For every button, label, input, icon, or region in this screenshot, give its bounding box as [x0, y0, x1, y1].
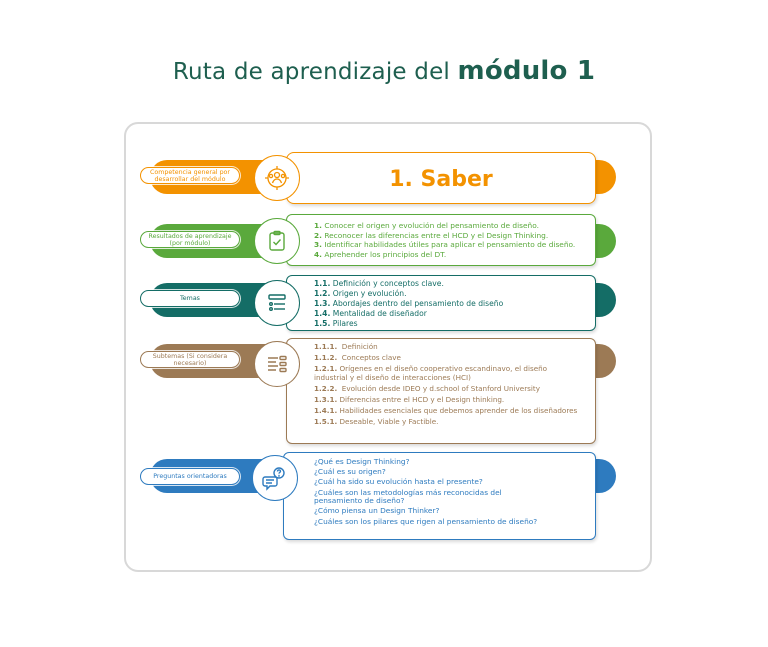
label-subtemas: Subtemas (Si considera necesario) [140, 351, 240, 368]
label-competencia: Competencia general por desarrollar del módulo [140, 167, 240, 184]
heading-saber: 1. Saber [389, 167, 493, 192]
list-resultados [314, 221, 575, 259]
box-subtemas [286, 338, 596, 444]
speech-question-icon [252, 455, 298, 501]
list-item: 1.2. Origen y evolución. [314, 289, 407, 298]
list-item: ¿Cuál es su origen? [314, 467, 386, 477]
list-item: ¿Cuál ha sido su evolución hasta el presente? [314, 477, 483, 487]
box-temas [286, 275, 596, 331]
list-item: 1. Conocer el origen y evolución del pensamiento de diseño. [314, 221, 539, 230]
title-prefix: Ruta de aprendizaje del [172, 59, 451, 85]
list-item: 1.3. Abordajes dentro del pensamiento de diseño [314, 299, 504, 308]
list-item: ¿Cómo piensa un Design Thinker? [314, 506, 440, 516]
list-item: 1.2.1. Orígenes en el diseño cooperativo escandinavo, el diseño industrial y el diseño de interacciones (HCI) [314, 364, 548, 382]
list-item: 4. Aprehender los principios del DT. [314, 249, 447, 259]
list-item: 1.4. Mentalidad de diseñador [314, 309, 427, 318]
list-subtemas [314, 343, 581, 427]
page-title [0, 56, 768, 86]
list-item: 1.5. Pilares [314, 319, 358, 328]
list-item: 3. Identificar habilidades útiles para aplicar el pensamiento de diseño. [314, 240, 576, 250]
label-preguntas: Preguntas orientadoras [140, 468, 240, 485]
list-temas [314, 279, 503, 329]
list-item: 1.3.1. Diferencias entre el HCD y el Design thinking. [314, 394, 505, 404]
list-item: 1.4.1. Habilidades esenciales que debemos aprender de los diseñadores [314, 406, 578, 416]
list-item: 1.2.2. Evolución desde IDEO y d.school of Stanford University [314, 383, 540, 393]
label-resultados: Resultados de aprendizaje (por módulo) [140, 231, 240, 248]
clipboard-check-icon [254, 218, 300, 264]
list-item: ¿Qué es Design Thinking? [314, 457, 410, 466]
title-bold: módulo 1 [457, 56, 596, 86]
list-icon [254, 280, 300, 326]
list-item: ¿Cuáles son las metodologías más reconocidas del pensamiento de diseño? [314, 487, 502, 506]
list-item: 1.5.1. Deseable, Viable y Factible. [314, 417, 439, 427]
box-preguntas [283, 452, 596, 540]
people-target-icon [254, 155, 300, 201]
label-temas: Temas [140, 290, 240, 307]
list-item: 1.1.2. Conceptos clave [314, 353, 401, 363]
list-item: 2. Reconocer las diferencias entre el HCD y el Design Thinking. [314, 230, 549, 240]
list-item: ¿Cuáles son los pilares que rigen al pensamiento de diseño? [314, 516, 538, 526]
list-item: 1.1. Definición y conceptos clave. [314, 279, 444, 288]
outline-icon [254, 341, 300, 387]
list-preguntas [314, 458, 545, 526]
box-resultados [286, 214, 596, 266]
box-competencia [286, 152, 596, 204]
list-item: 1.1.1. Definición [314, 342, 378, 351]
